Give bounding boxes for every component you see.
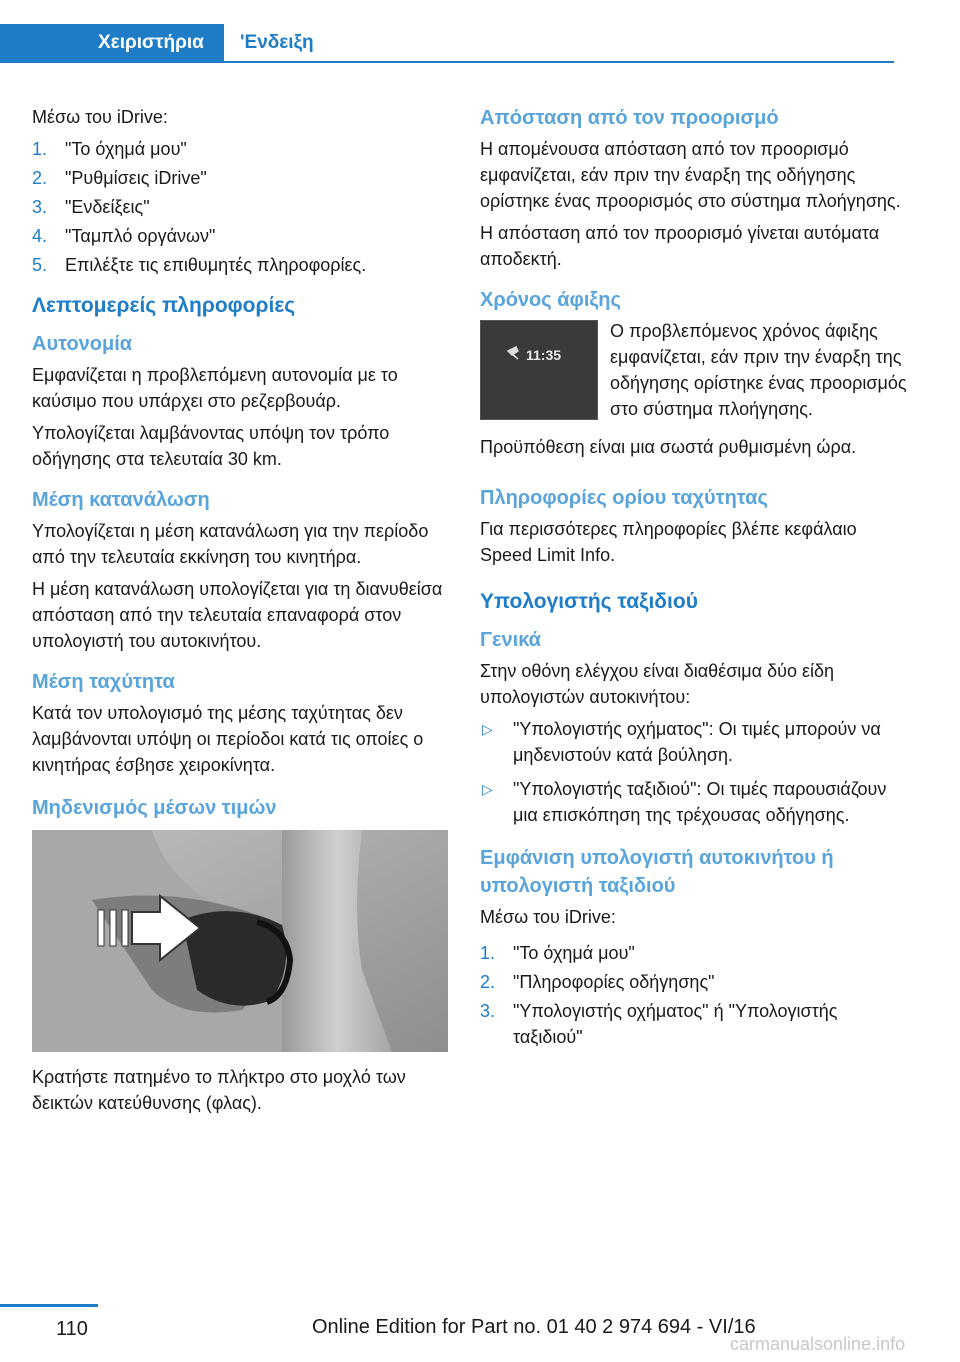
heading-average-speed: Μέση ταχύτητα: [32, 671, 175, 693]
header-divider: [0, 61, 894, 63]
edition-footer: Online Edition for Part no. 01 40 2 974 694 - VI/16: [312, 1316, 756, 1338]
display-intro: Μέσω του iDrive:: [480, 907, 616, 927]
heading-range: Αυτονομία: [32, 333, 133, 355]
avg-consumption-paragraph-2: Η μέση κατανάλωση υπολογίζεται για τη διανυθείσα απόσταση από την τελευταία επαναφορά στον υπολογιστή του αυτοκινήτου.: [32, 579, 443, 651]
distance-paragraph-2: Η απόσταση από τον προορισμό γίνεται αυτόματα αποδεκτή.: [480, 223, 880, 269]
avg-consumption-paragraph-1: Υπολογίζεται η μέση κατανάλωση για την περίοδο από την τελευταία εκκίνηση του κινητήρα.: [32, 521, 429, 567]
reset-paragraph: Κρατήστε πατημένο το πλήκτρο στο μοχλό των δεικτών κατεύθυνσης (φλας).: [32, 1067, 406, 1113]
arrival-time-block: [480, 318, 910, 428]
heading-general: Γενικά: [480, 629, 541, 651]
step-item: 1. "Το όχημά μου": [32, 139, 187, 159]
list-item: ▷ "Υπολογιστής ταξιδιού": Οι τιμές παρουσιάζουν μια επισκόπηση της τρέχουσας οδήγησης.: [480, 776, 910, 828]
watermark: carmanualsonline.info: [730, 1334, 906, 1354]
display-steps: [480, 940, 910, 1050]
step-item: 3. "Υπολογιστής οχήματος" ή "Υπολογιστής ταξιδιού": [480, 1001, 838, 1047]
arrival-paragraph-1: Ο προβλεπόμενος χρόνος άφιξης εμφανίζεται, εάν πριν την έναρξη της οδήγησης ορίστηκε ένας προορισμός στο σύστημα πλοήγησης.: [610, 321, 907, 419]
tab-controls[interactable]: Χειριστήρια: [0, 24, 224, 62]
left-column: [32, 104, 452, 1122]
list-item: ▷ "Υπολογιστής οχήματος": Οι τιμές μπορούν να μηδενιστούν κατά βούληση.: [480, 716, 910, 768]
page-number: 110: [56, 1318, 88, 1340]
computer-types-list: [480, 716, 910, 828]
step-item: 4. "Ταμπλό οργάνων": [32, 226, 216, 246]
range-paragraph-1: Εμφανίζεται η προβλεπόμενη αυτονομία με το καύσιμο που υπάρχει στο ρεζερβουάρ.: [32, 365, 398, 411]
step-item: 5. Επιλέξτε τις επιθυμητές πληροφορίες.: [32, 255, 367, 275]
arrival-clock-display-photo: [480, 320, 598, 420]
section-heading-details: Λεπτομερείς πληροφορίες: [32, 294, 296, 317]
avg-speed-paragraph: Κατά τον υπολογισμό της μέσης ταχύτητας δεν λαμβάνονται υπόψη οι περίοδοι κατά τις οποίες ο κινητήρας έσβησε χειροκίνητα.: [32, 703, 424, 775]
page-number-bar: [0, 1304, 98, 1307]
heading-speed-limit-info: Πληροφορίες ορίου ταχύτητας: [480, 487, 768, 509]
heading-distance-to-destination: Απόσταση από τον προορισμό: [480, 107, 779, 129]
idrive-intro: Μέσω του iDrive:: [32, 107, 168, 127]
turn-signal-lever-photo: [32, 830, 448, 1052]
general-paragraph: Στην οθόνη ελέγχου είναι διαθέσιμα δύο είδη υπολογιστών αυτοκινήτου:: [480, 661, 835, 707]
range-paragraph-2: Υπολογίζεται λαμβάνοντας υπόψη τον τρόπο οδήγησης στα τελευταία 30 km.: [32, 423, 390, 469]
tab-display[interactable]: 'Ενδειξη: [224, 24, 894, 62]
arrival-paragraph-2: Προϋπόθεση είναι μια σωστά ρυθμισμένη ώρα.: [480, 437, 857, 457]
step-item: 3. "Ενδείξεις": [32, 197, 150, 217]
section-heading-trip-computer: Υπολογιστής ταξιδιού: [480, 590, 698, 613]
heading-arrival-time: Χρόνος άφιξης: [480, 289, 621, 311]
heading-average-consumption: Μέση κατανάλωση: [32, 489, 210, 511]
triangle-bullet-icon: ▷: [482, 721, 493, 737]
header: [0, 0, 960, 64]
triangle-bullet-icon: ▷: [482, 781, 493, 797]
step-item: 2. "Ρυθμίσεις iDrive": [32, 168, 207, 188]
clock-value: 11:35: [526, 347, 562, 363]
heading-reset-averages: Μηδενισμός μέσων τιμών: [32, 797, 277, 819]
step-item: 1. "Το όχημά μου": [480, 943, 635, 963]
right-column: [480, 104, 910, 1060]
distance-paragraph-1: Η απομένουσα απόσταση από τον προορισμό εμφανίζεται, εάν πριν την έναρξη της οδήγησης ορίστηκε ένας προορισμός στο σύστημα πλοήγησης.: [480, 139, 901, 211]
speed-limit-paragraph: Για περισσότερες πληροφορίες βλέπε κεφάλαιο Speed Limit Info.: [480, 519, 857, 565]
idrive-steps: [32, 136, 452, 278]
heading-display-computer: Εμφάνιση υπολογιστή αυτοκινήτου ή υπολογιστή ταξιδιού: [480, 847, 834, 897]
step-item: 2. "Πληροφορίες οδήγησης": [480, 972, 715, 992]
